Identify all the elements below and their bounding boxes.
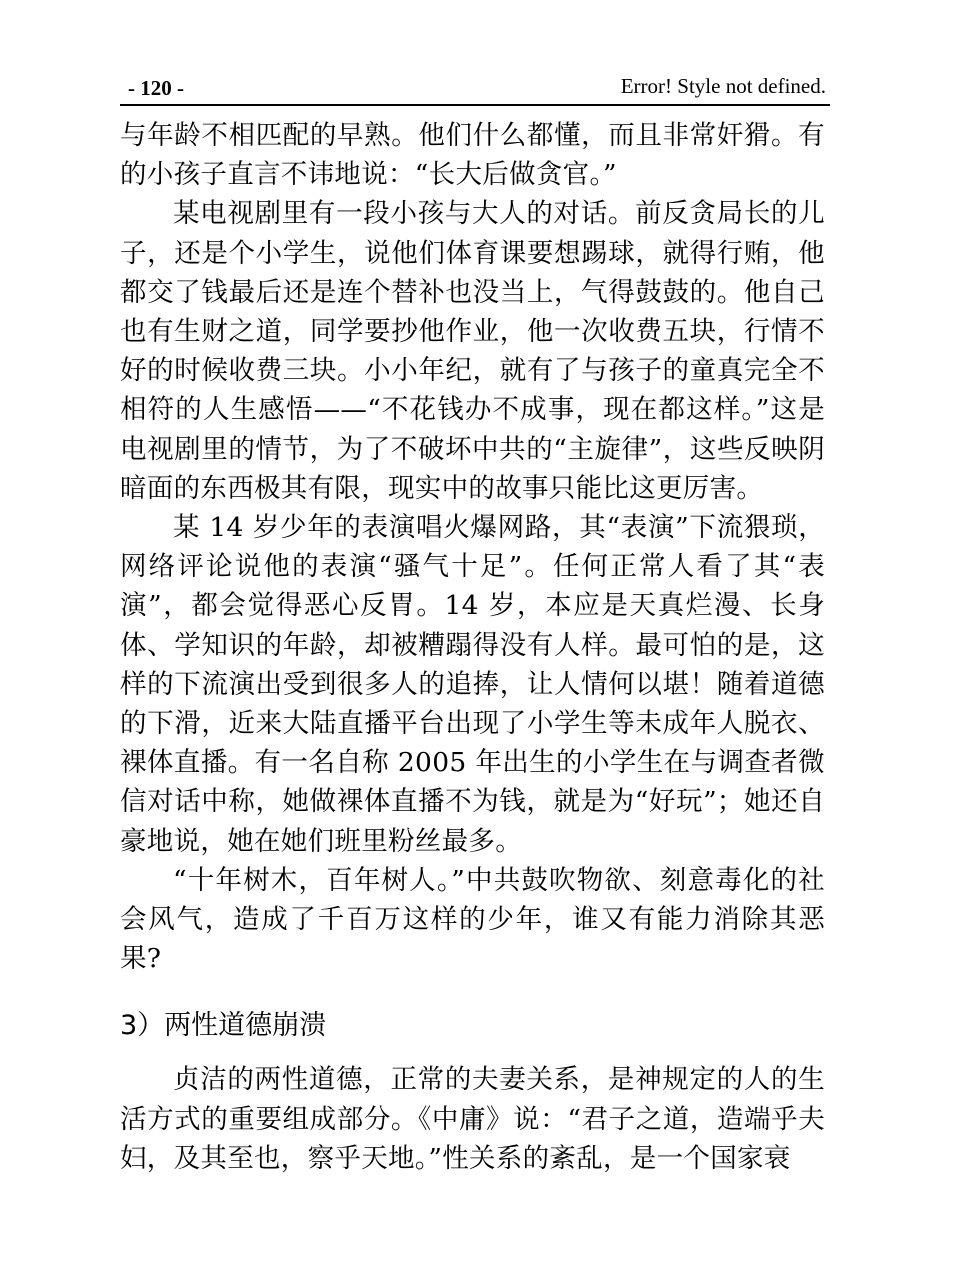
paragraph: 某 14 岁少年的表演唱火爆网路，其“表演”下流猥琐，网络评论说他的表演“骚气十足”。任何正常人看了其“表演”，都会觉得恶心反胃。14 岁，本应是天真烂漫、长身体、学知识的年龄，却被糟蹋得没有人样。最可怕的是，这样的下流演出受到很多人的追捧，让人情何以堪！随着道德的下滑，近来大陆直播平台出现了小学生等未成年人脱衣、裸体直播。有一名自称 2005 年出生的小学生在与调查者微信对话中称，她做裸体直播不为钱，就是为“好玩”；她还自豪地说，她在她们班里粉丝最多。 — [120, 512, 825, 857]
section-heading: 3）两性道德崩溃 — [120, 1010, 327, 1042]
body-text — [120, 116, 825, 1178]
page-number: - 120 - — [128, 76, 184, 100]
paragraph: 与年龄不相匹配的早熟。他们什么都懂，而且非常奸猾。有的小孩子直言不讳地说：“长大后做贪官。” — [120, 120, 825, 191]
paragraph: “十年树木，百年树人。”中共鼓吹物欲、刻意毒化的社会风气，造成了千百万这样的少年，谁又有能力消除其恶果? — [120, 864, 825, 975]
running-head: Error! Style not defined. — [620, 74, 826, 98]
page-header — [120, 74, 830, 106]
paragraph: 某电视剧里有一段小孩与大人的对话。前反贪局长的儿子，还是个小学生，说他们体育课要想踢球，就得行贿，他都交了钱最后还是连个替补也没当上，气得鼓鼓的。他自己也有生财之道，同学要抄他作业，他一次收费五块，行情不好的时候收费三块。小小年纪，就有了与孩子的童真完全不相符的人生感悟——“不花钱办不成事，现在都这样。”这是电视剧里的情节，为了不破坏中共的“主旋律”，这些反映阴暗面的东西极其有限，现实中的故事只能比这更厉害。 — [120, 198, 825, 504]
paragraph: 贞洁的两性道德，正常的夫妻关系，是神规定的人的生活方式的重要组成部分。《中庸》说：“君子之道，造端乎夫妇，及其至也，察乎天地。”性关系的紊乱，是一个国家衰 — [120, 1064, 825, 1174]
